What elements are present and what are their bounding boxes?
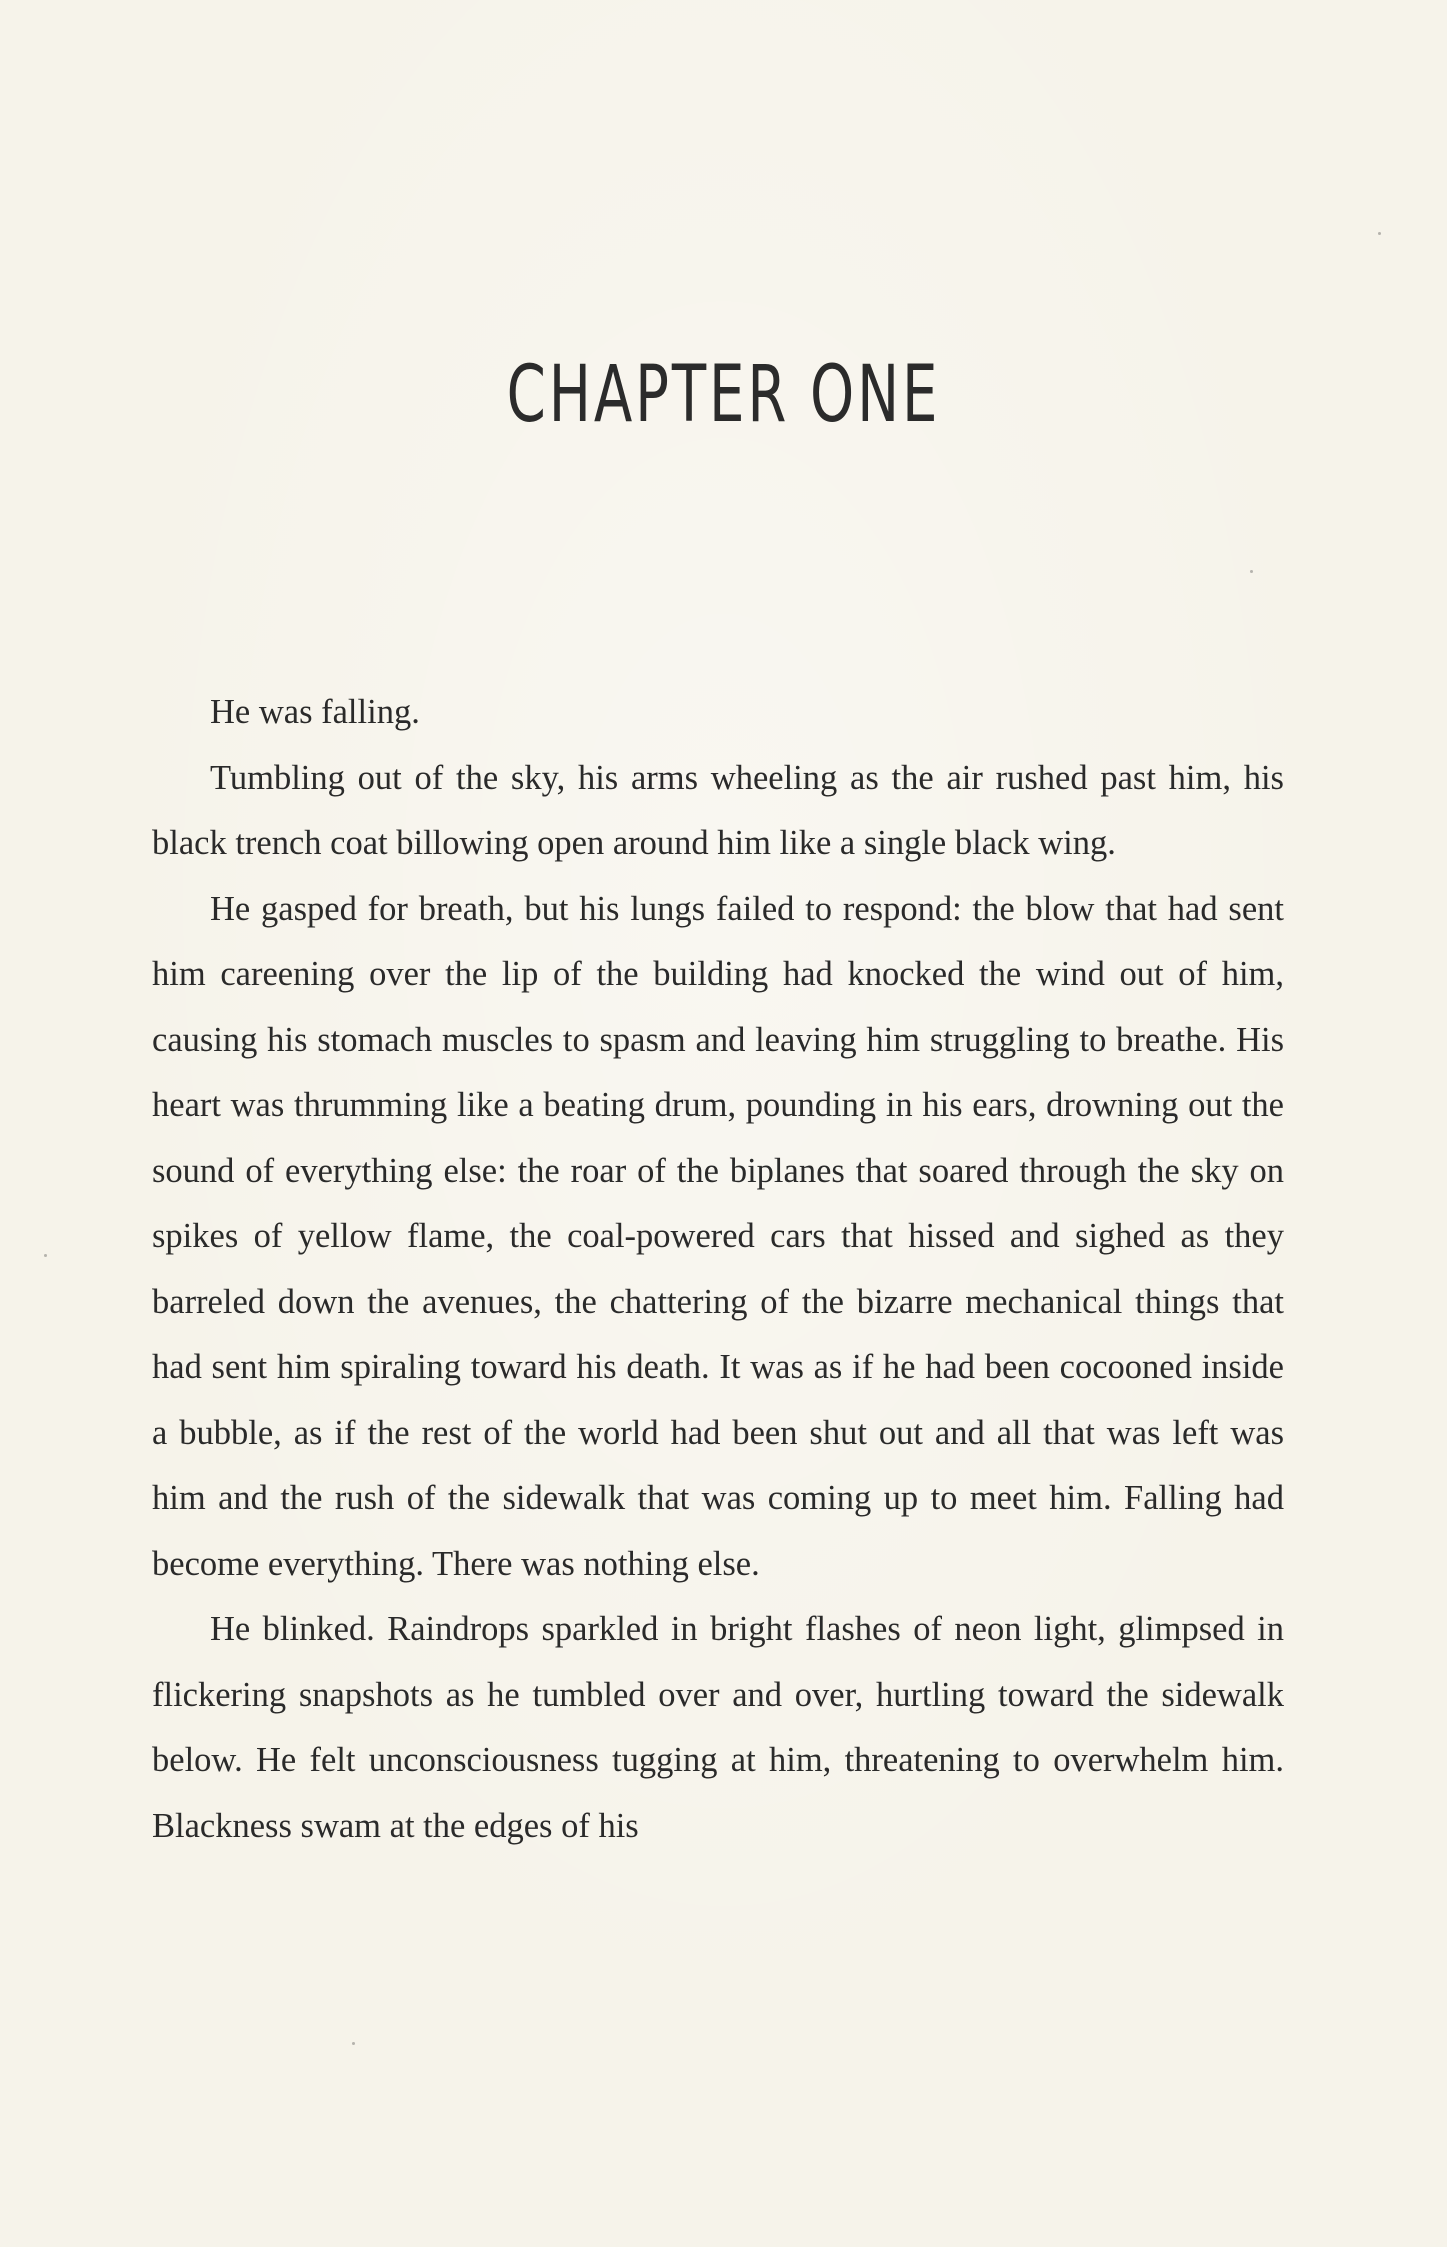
chapter-title: CHAPTER ONE <box>506 350 941 440</box>
paragraph-3: He gasped for breath, but his lungs failed to respond: the blow that had sent him careening over the lip of the building had knocked the wind out of him, causing his stomach muscles to spasm and leaving him struggling to breathe. His heart was thrumming like a beating drum, pounding in his ears, drowning out the sound of everything else: the roar of the biplanes that soared through the sky on spikes of yellow flame, the coal-powered cars that hissed and sighed as they barreled down the avenues, the chattering of the bizarre mechanical things that had sent him spiraling toward his death. It was as if he had been cocooned inside a bubble, as if the rest of the world had been shut out and all that was left was him and the rush of the sidewalk that was coming up to meet him. Falling had become everything. There was nothing else. <box>152 889 1284 1583</box>
paper-speck <box>1378 232 1381 235</box>
paragraph-4: He blinked. Raindrops sparkled in bright flashes of neon light, glimpsed in flickering snapshots as he tumbled over and over, hurtling toward the sidewalk below. He felt unconsciousness tugging at him, threatening to overwhelm him. Blackness swam at the edges of his <box>152 1610 1284 1845</box>
paper-speck <box>44 1254 47 1257</box>
paper-speck <box>1250 570 1253 573</box>
paragraph-1: He was falling. <box>210 693 420 731</box>
paper-speck <box>352 2042 355 2045</box>
paragraph-2: Tumbling out of the sky, his arms wheeling as the air rushed past him, his black trench coat billowing open around him like a single black wing. <box>152 758 1284 862</box>
chapter-body <box>152 680 1284 1859</box>
